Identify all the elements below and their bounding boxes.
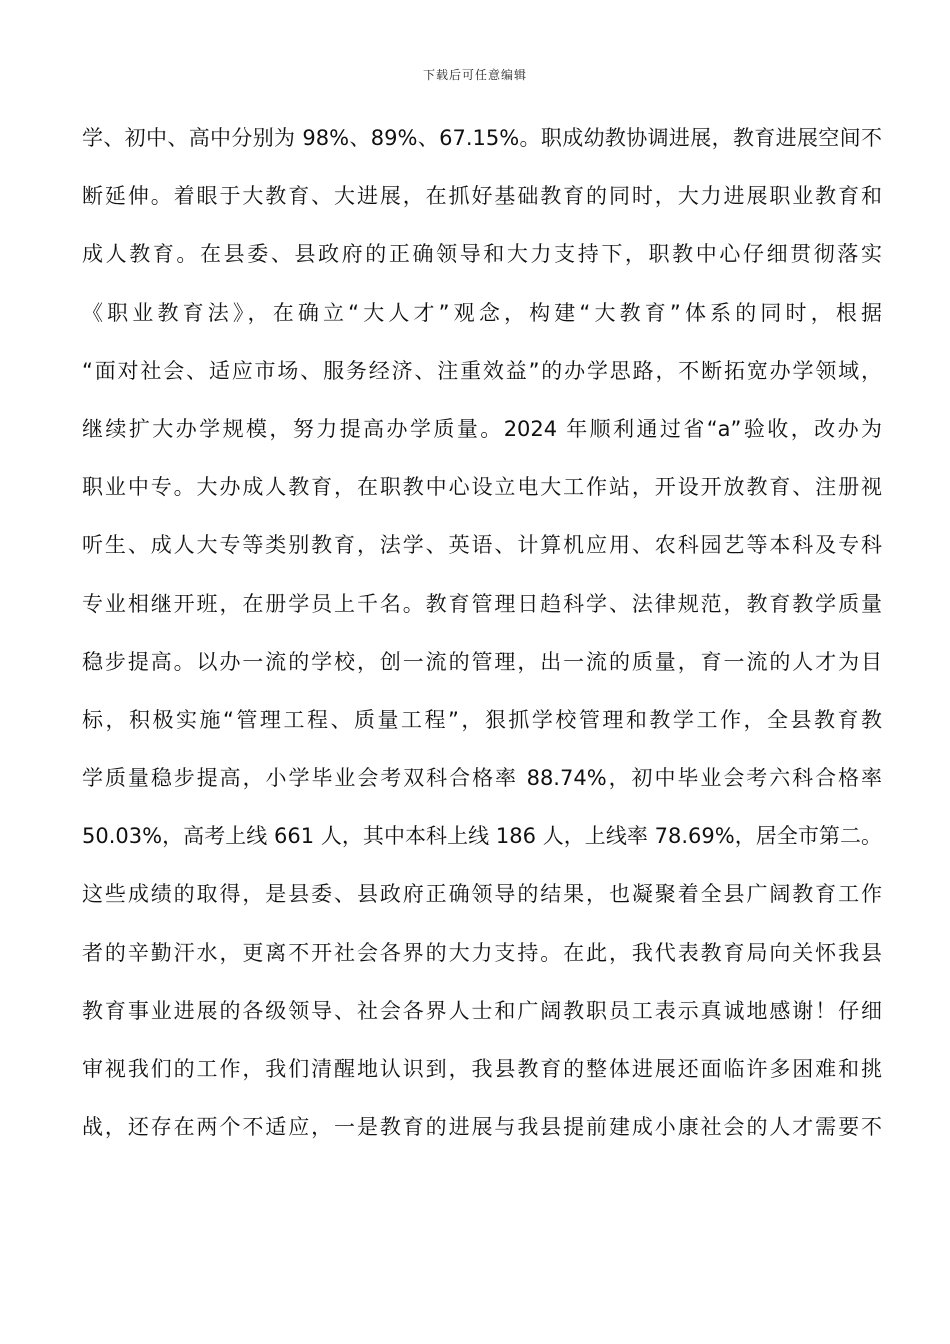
- text-line: 专业相继开班，在册学员上千名。教育管理日趋科学、法律规范，教育教学质量: [82, 591, 882, 616]
- text-line: 审视我们的工作，我们清醒地认识到，我县教育的整体进展还面临许多困难和挑: [82, 1057, 882, 1081]
- text-line: 学、初中、高中分别为 98%、89%、67.15%。职成幼教协调进展，教育进展空间不: [82, 126, 882, 150]
- text-line: 这些成绩的取得，是县委、县政府正确领导的结果，也凝聚着全县广阔教育工作: [82, 882, 882, 907]
- text-line: 者的辛勤汗水，更离不开社会各界的大力支持。在此，我代表教育局向关怀我县: [82, 940, 882, 965]
- text-line: “面对社会、适应市场、服务经济、注重效益”的办学思路，不断拓宽办学领域，: [82, 358, 882, 383]
- text-line: 成人教育。在县委、县政府的正确领导和大力支持下，职教中心仔细贯彻落实: [82, 242, 882, 267]
- body-paragraph: [82, 116, 882, 1163]
- text-line: 《职业教育法》，在确立“大人才”观念，构建“大教育”体系的同时，根据: [82, 300, 882, 325]
- text-line: 职业中专。大办成人教育，在职教中心设立电大工作站，开设开放教育、注册视: [82, 475, 882, 500]
- text-line: 学质量稳步提高，小学毕业会考双科合格率 88.74%，初中毕业会考六科合格率: [82, 766, 882, 791]
- page-header: 下载后可任意编辑: [422, 68, 527, 82]
- text-line: 稳步提高。以办一流的学校，创一流的管理，出一流的质量，育一流的人才为目: [82, 649, 882, 674]
- text-line: 标，积极实施“管理工程、质量工程”，狠抓学校管理和教学工作，全县教育教: [82, 707, 882, 732]
- text-line: 50.03%，高考上线 661 人，其中本科上线 186 人，上线率 78.69%，居全市第二。: [82, 824, 882, 849]
- text-line: 断延伸。着眼于大教育、大进展，在抓好基础教育的同时，大力进展职业教育和: [82, 184, 882, 209]
- text-line: 战，还存在两个不适应，一是教育的进展与我县提前建成小康社会的人才需要不: [82, 1115, 882, 1140]
- text-line: 教育事业进展的各级领导、社会各界人士和广阔教职员工表示真诚地感谢！仔细: [82, 998, 882, 1023]
- text-line: 继续扩大办学规模，努力提高办学质量。2024 年顺利通过省“a”验收，改办为: [82, 416, 882, 441]
- text-line: 听生、成人大专等类别教育，法学、英语、计算机应用、农科园艺等本科及专科: [82, 533, 882, 558]
